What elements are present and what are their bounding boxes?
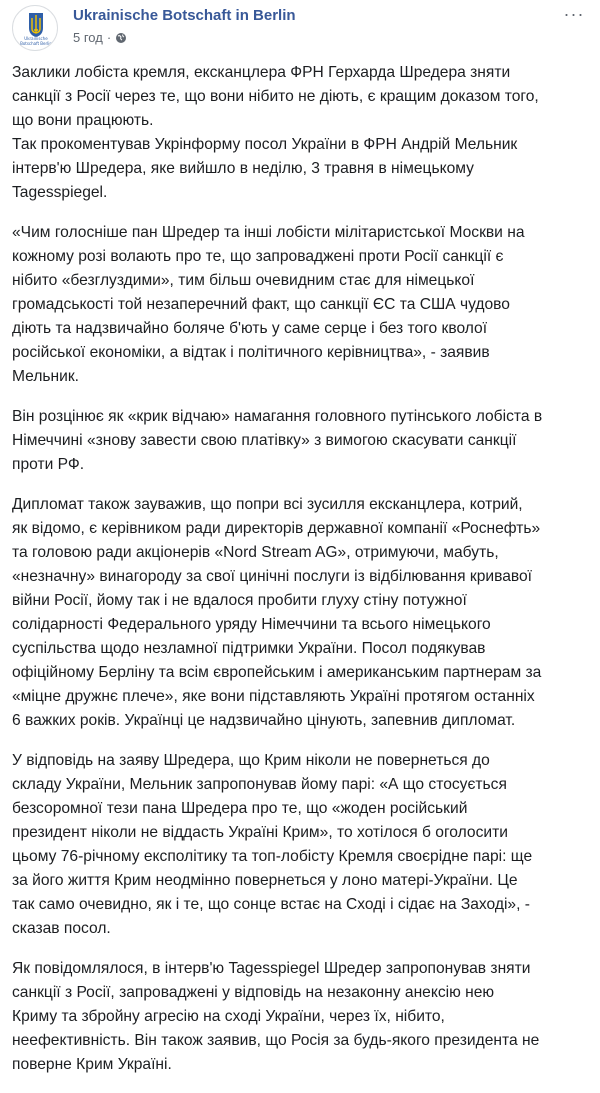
post-paragraph-4: Дипломат також зауважив, що попри всі зусилля ексканцлера, котрий, як відомо, є керівником ради директорів державної компанії «Роснефть» та головою ради акціонерів «Nord Stream AG», отримуючи, мабуть, «незначну» винагороду за свої цинічні послуги із відбілювання кривавої війни Росії, йому так і не вдалося пробити глуху стіну потужної солідарності Федерального уряду Німеччини та всього німецького суспільства щодо незламної підтримки України. Посол подякував офіційному Берліну та всім європейським і американським партнерам за «міцне дружнє плече», яке вони підставляють Україні протягом останніх 6 важких років. Українці це надзвичайно цінують, запевнив дипломат. [12,496,542,729]
page-name-link[interactable]: Ukrainische Botschaft in Berlin [73,7,296,24]
meta-separator: · [106,30,112,45]
post-meta [73,30,127,47]
post-header [12,5,588,53]
post-paragraph-6: Як повідомлялося, в інтерв'ю Tagesspiegel Шредер запропонував зняти санкції з Росії, запроваджені у відповідь на незаконну анексію нею Криму та збройну агресію на сході України, через їх, нібито, неефективність. Він також заявив, що Росія за будь-якого президента не поверне Крим Україні. [12,960,540,1073]
post-paragraph-5: У відповідь на заяву Шредера, що Крим ніколи не повернеться до складу України, Мельник запропонував йому парі: «А що стосується безсоромної тези пана Шредера про те, що «жоден російський президент ніколи не віддасть Україні Крим», то хотілося б оголосити цьому 76-річному експолітику та топ-лобісту Кремля своєрідне парі: ще за його життя Крим неодмінно повернеться у лоно матері-України. Це так само очевидно, як і те, що сонце встає на Сході і сідає на Заході», - сказав посол. [12,752,533,937]
post-body [12,61,588,1093]
globe-icon[interactable] [115,32,127,47]
more-options-button[interactable]: ··· [563,4,585,24]
post-paragraph-3: Він розцінює як «крик відчаю» намагання головного путінського лобіста в Німеччині «знову завести свою платівку» з вимогою скасувати санкції проти РФ. [12,408,543,473]
post-paragraph-2: «Чим голосніше пан Шредер та інші лобісти мілітаристської Москви на кожному розі волають про те, що запроваджені проти Росії санкції є нібито «безглуздими», тим більш очевидним стає для німецької громадськості той незаперечний факт, що санкції ЄС та США чудово діють та надзвичайно боляче б'ють у саме серце і без того кволої російської економіки, а відтак і політичного керівництва», - заявив Мельник. [12,224,525,385]
post-timestamp[interactable]: 5 год [73,30,103,45]
page-avatar[interactable] [12,5,58,51]
avatar-caption: Ukrainische Botschaft Berlin [20,36,52,46]
post-paragraph-1: Заклики лобіста кремля, ексканцлера ФРН Герхарда Шредера зняти санкції з Росії через те, що вони нібито не діють, є кращим доказом того, що вони працюють. Так прокоментував Укрінформу посол України в ФРН Андрій Мельник інтерв'ю Шредера, яке вийшло в неділю, 3 травня в німецькому Tagesspiegel. [12,64,539,201]
